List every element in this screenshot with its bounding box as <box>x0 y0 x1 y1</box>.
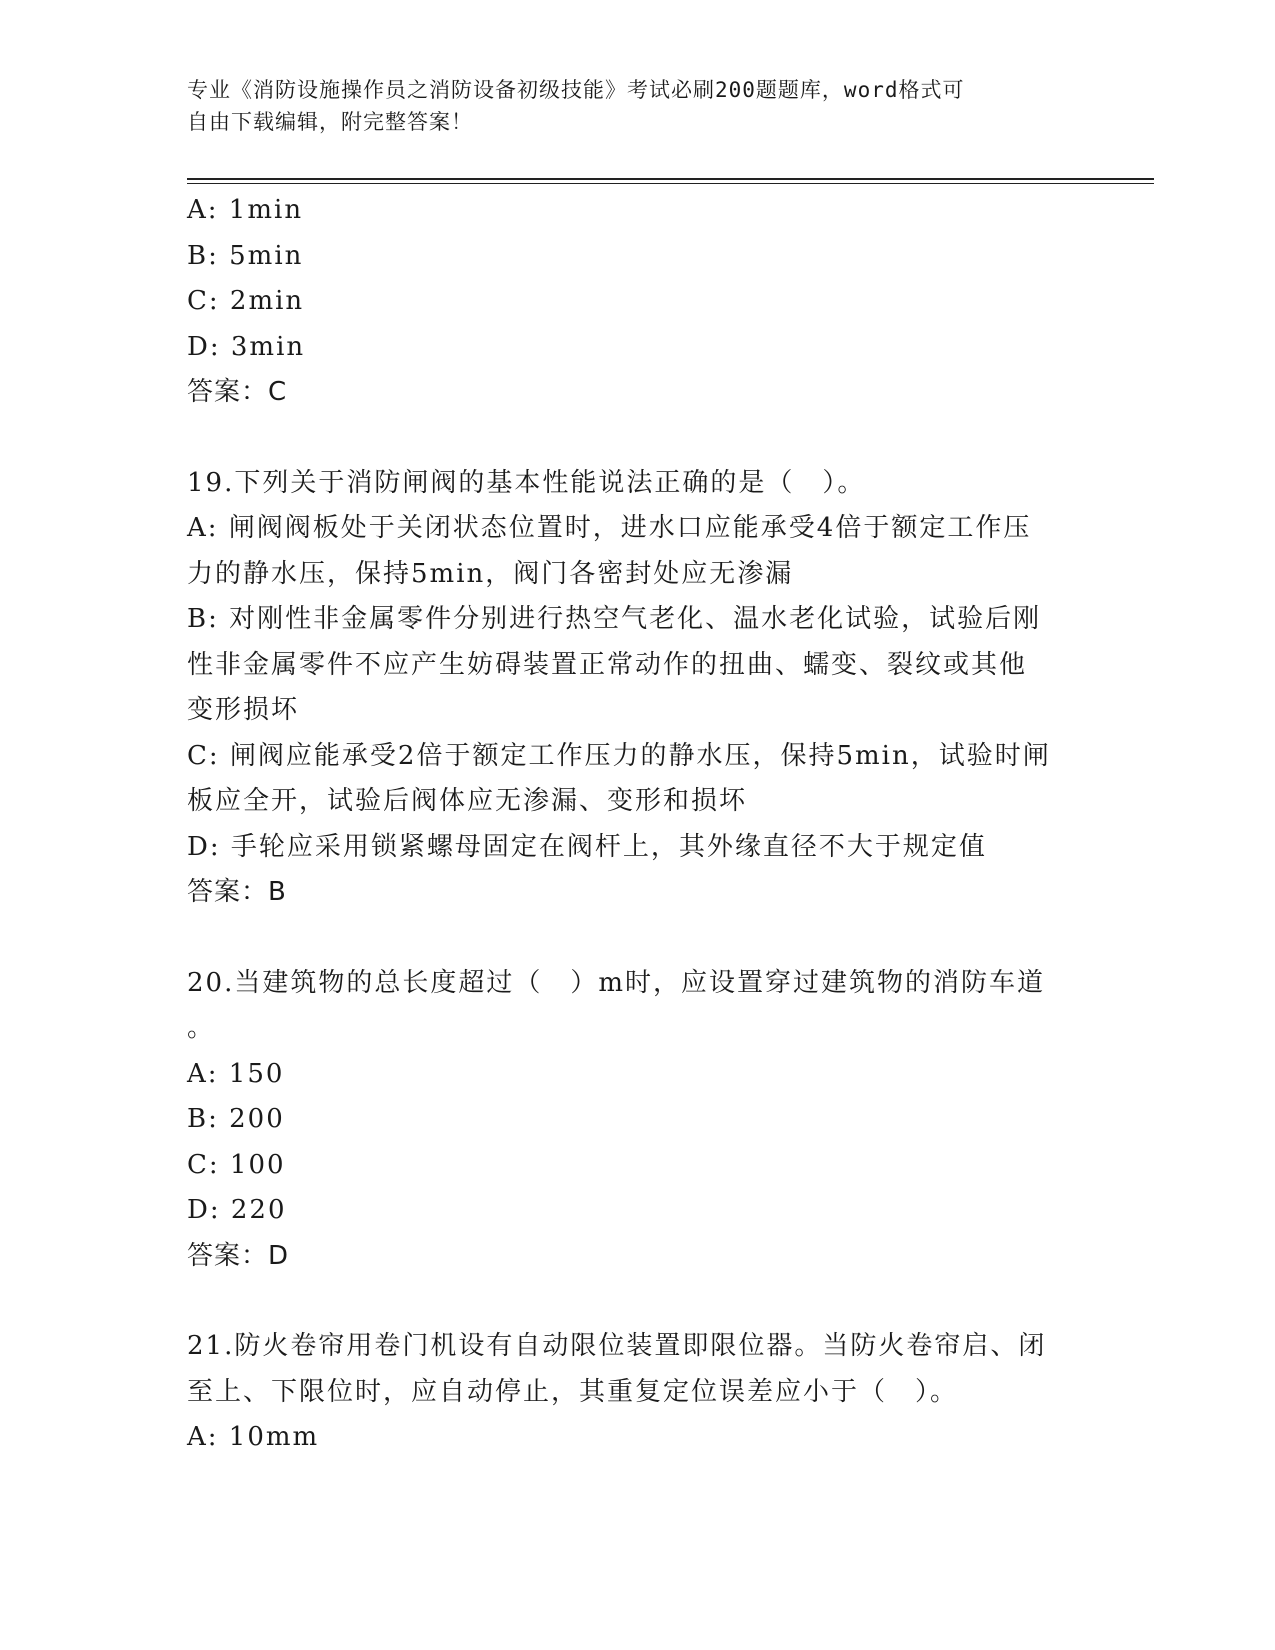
q20-option-c: C: 100 <box>187 1149 286 1180</box>
q20-option-b: B: 200 <box>187 1104 285 1134</box>
q18-option-b: B: 5min <box>187 240 304 271</box>
q18-option-d: D: 3min <box>187 331 306 362</box>
question-20-block <box>187 961 1087 1280</box>
header-divider-thick <box>187 178 1154 180</box>
q19-option-b-line-2: 性非金属零件不应产生妨碍装置正常动作的扭曲、蠕变、裂纹或其他 <box>187 649 1028 680</box>
question-21-block <box>187 1324 1087 1461</box>
spacer <box>187 916 1087 961</box>
header-title-line-1: 专业《消防设施操作员之消防设备初级技能》考试必刷200题题库，word格式可 <box>187 78 965 102</box>
q19-option-b-line-3: 变形损坏 <box>187 695 300 725</box>
header-divider-thin <box>187 183 1154 184</box>
q21-option-a: A: 10mm <box>187 1422 320 1452</box>
q20-answer: 答案：D <box>187 1240 290 1271</box>
header-title-line-2: 自由下载编辑，附完整答案！ <box>187 110 473 134</box>
q18-answer: 答案：C <box>187 377 288 407</box>
spacer <box>187 416 1087 461</box>
spacer <box>187 1279 1087 1324</box>
q21-stem-line-2: 至上、下限位时，应自动停止，其重复定位误差应小于（ ）。 <box>187 1376 959 1407</box>
q19-option-b-line-1: B: 对刚性非金属零件分别进行热空气老化、温水老化试验，试验后刚 <box>187 604 1042 634</box>
q19-option-d: D: 手轮应采用锁紧螺母固定在阀杆上，其外缘直径不大于规定值 <box>187 831 987 862</box>
q20-option-a: A: 150 <box>187 1058 285 1089</box>
document-header <box>187 74 1067 138</box>
q19-option-a-line-2: 力的静水压，保持5min，阀门各密封处应无渗漏 <box>187 558 794 589</box>
q19-answer: 答案：B <box>187 877 287 907</box>
q20-stem-line-1: 20.当建筑物的总长度超过（ ）m时，应设置穿过建筑物的消防车道 <box>187 967 1046 998</box>
q18-option-c: C: 2min <box>187 286 305 316</box>
question-19-block <box>187 461 1087 916</box>
q20-option-d: D: 220 <box>187 1195 287 1225</box>
q18-option-a: A: 1min <box>187 195 304 225</box>
q19-option-c-line-1: C: 闸阀应能承受2倍于额定工作压力的静水压，保持5min，试验时闸 <box>187 740 1051 771</box>
q19-stem: 19.下列关于消防闸阀的基本性能说法正确的是（ ）。 <box>187 467 866 498</box>
q20-stem-line-2: 。 <box>187 1013 216 1043</box>
q19-option-a-line-1: A: 闸阀阀板处于关闭状态位置时，进水口应能承受4倍于额定工作压 <box>187 513 1032 543</box>
question-list <box>187 188 1087 1461</box>
question-18-block <box>187 188 1087 416</box>
q21-stem-line-1: 21.防火卷帘用卷门机设有自动限位装置即限位器。当防火卷帘启、闭 <box>187 1331 1047 1361</box>
q19-option-c-line-2: 板应全开，试验后阀体应无渗漏、变形和损坏 <box>187 786 748 816</box>
